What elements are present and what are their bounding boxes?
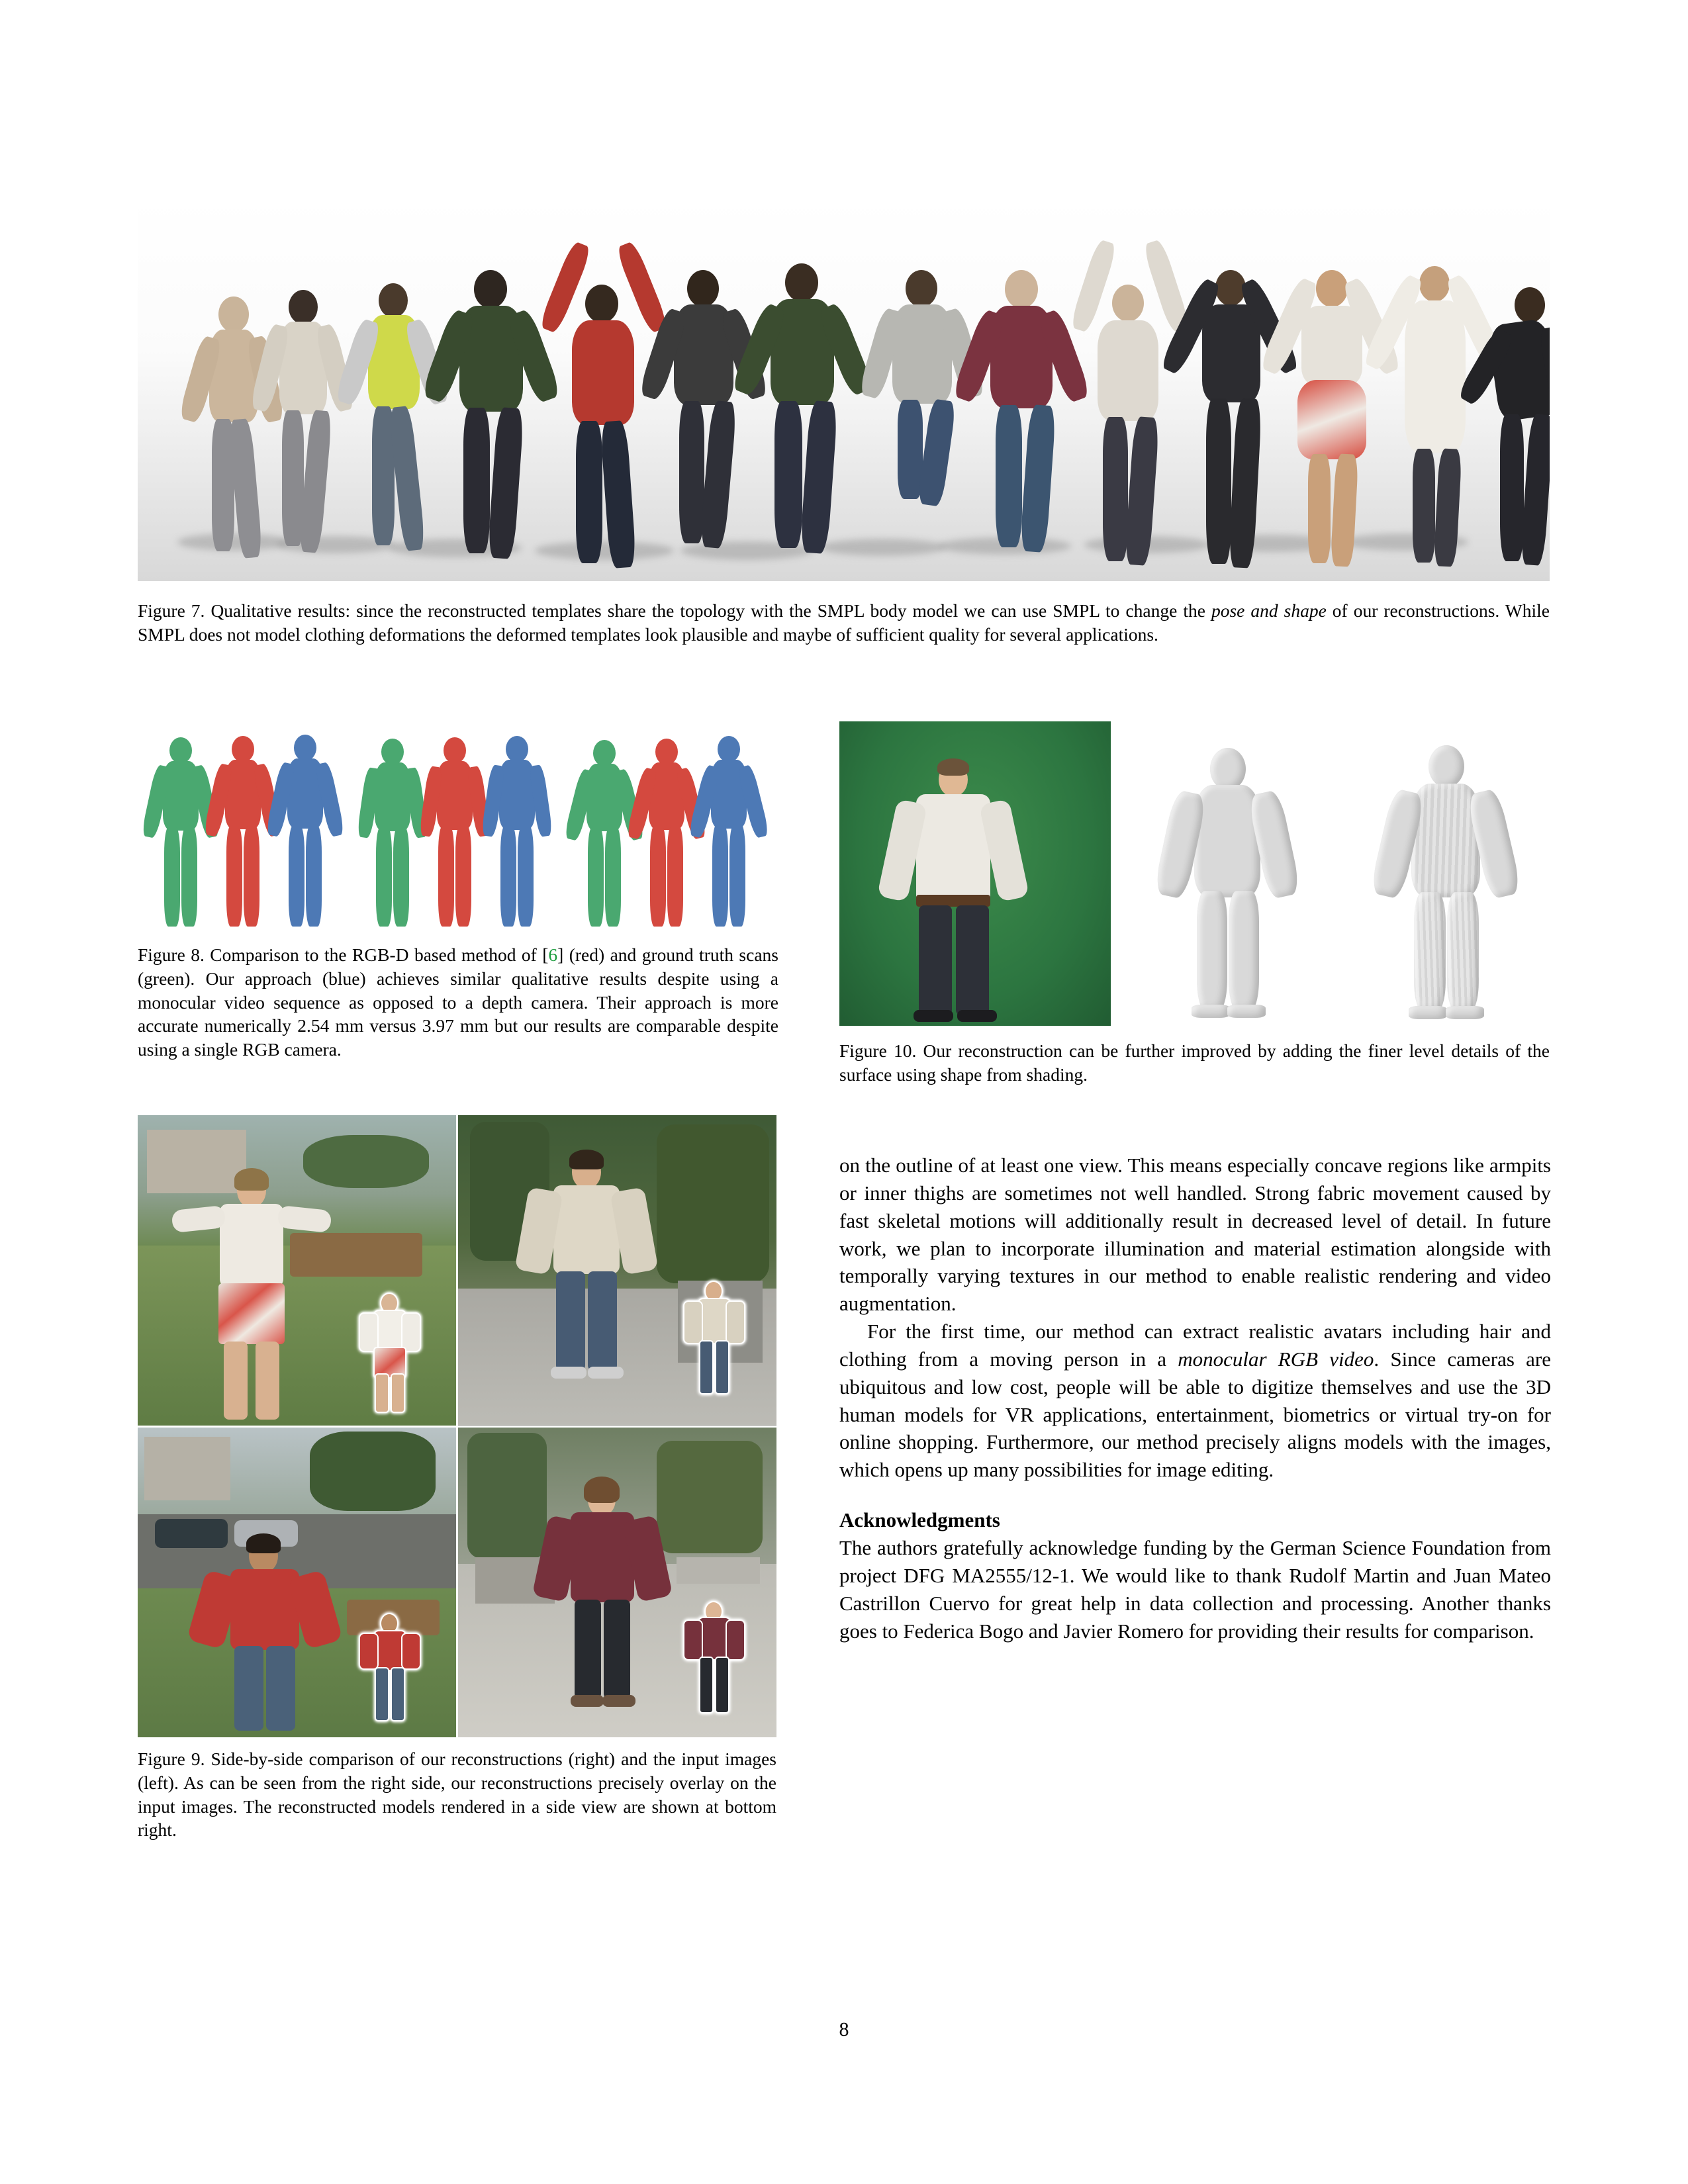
figure-9-tile-4 (458, 1428, 776, 1738)
figure-10-input-photo (839, 721, 1111, 1026)
paragraph-continuation: on the outline of at least one view. This means especially concave regions like armpits or inner thighs are sometimes not well handled. Strong fabric movement caused by fast skeletal motions will additionally result in decreased level of detail. In future work, we plan to incorporate illumination and material estimation alongside with temporally varying textures in our method to enable realistic rendering and video augmentation. (839, 1154, 1551, 1316)
figure-7-image (138, 197, 1550, 581)
body-column-right (839, 1152, 1551, 1645)
paragraph-conclusion-tail: . Since cameras are ubiquitous and low cost, people will be able to digitize themselves and use the 3D human models for VR applications, entertainment, biometrics or virtual try-on for online shopping. Furthermore, our method precisely aligns models with the images, which opens up many possibilities for image editing. (839, 1347, 1551, 1482)
figure-7-caption-lead: Figure 7. Qualitative results: since the reconstructed templates share the topology with the SMPL body model we can use SMPL to change the (138, 600, 1211, 621)
page-number: 8 (839, 2019, 849, 2040)
paragraph-conclusion-lead: For the first time, our method can extract realistic avatars including hair and clothing from a moving person in a (839, 1320, 1551, 1371)
reconstruction-overlay (680, 1601, 744, 1717)
figure-9-image (138, 1115, 776, 1737)
reconstruction-overlay (356, 1293, 422, 1412)
reconstruction-overlay (680, 1281, 744, 1398)
acknowledgments-text: The authors gratefully acknowledge funding by the German Science Foundation from project DFG MA2555/12-1. We would like to thank Rudolf Martin and Juan Mateo Castrillon Cuervo for great help in data collection and processing. Another thanks goes to Federica Bogo and Javier Romero for providing their results for comparison. (839, 1535, 1551, 1643)
figure-9-tile-1 (138, 1115, 456, 1426)
paragraph-conclusion (839, 1318, 1551, 1484)
figure-10-caption: Figure 10. Our reconstruction can be further improved by adding the finer level details of the surface using shape from shading. (839, 1040, 1550, 1085)
paragraph-conclusion-italic: monocular RGB video (1178, 1347, 1374, 1371)
reconstruction-overlay (356, 1613, 420, 1725)
figure-8-caption (138, 943, 778, 1062)
citation-link-6[interactable]: 6 (548, 944, 558, 965)
figure-10-detailed-mesh (1344, 721, 1549, 1026)
figure-7-caption-italic: pose and shape (1211, 600, 1327, 621)
figure-9-tile-3 (138, 1428, 456, 1738)
figure-7-caption-tail: of our reconstructions. While SMPL does not model clothing deformations the deformed templates look plausible and maybe of sufficient quality for several applications. (138, 600, 1550, 645)
figure-9-tile-2 (458, 1115, 776, 1426)
acknowledgments-heading: Acknowledgments (839, 1508, 1000, 1532)
figure-8-caption-lead: Figure 8. Comparison to the RGB-D based method of [ (138, 944, 549, 965)
figure-7-caption (138, 599, 1550, 647)
figure-8-image (138, 721, 773, 933)
figure-8-caption-tail: ] (red) and ground truth scans (green). Our approach (blue) achieves similar qualitative results despite using a monocular video sequence as opposed to a depth camera. Their approach is more accurate numerically 2.54 mm versus 3.97 mm but our results are comparable despite using a single RGB camera. (138, 944, 778, 1060)
figure-10-smooth-mesh (1125, 721, 1331, 1026)
figure-9-caption: Figure 9. Side-by-side comparison of our reconstructions (right) and the input images (left). As can be seen from the right side, our reconstructions precisely overlay on the input images. The reconstructed models rendered in a side view are shown at bottom right. (138, 1749, 776, 1841)
